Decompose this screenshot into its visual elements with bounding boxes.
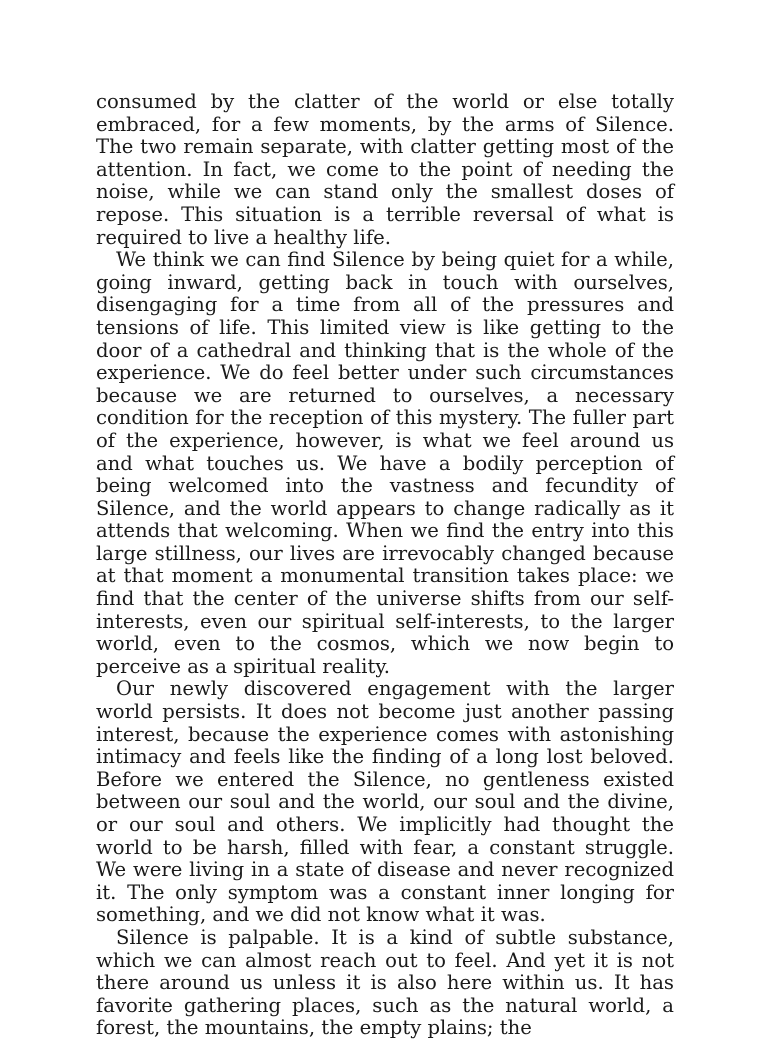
paragraph-2: We think we can find Silence by being quiet for a while, going inward, getting back in touch with ourselves, disengaging for a time from all of the pressures and tensions of life. This limited view is like getting to the door of a cathedral and thinking that is the whole of the experience. We do feel better under such circumstances because we are returned to ourselves, a necessary condition for the reception of this mystery. The fuller part of the experience, however, is what we feel around us and what touches us. We have a bodily perception of being welcomed into the vastness and fecundity of Silence, and the world appears to change radically as it attends that welcoming. When we find the entry into this large stillness, our lives are irrevocably changed because at that moment a monumental transition takes place: we find that the center of the universe shifts from our self-interests, even our spiritual self-interests, to the larger world, even to the cosmos, which we now begin to perceive as a spiritual reality. bbox=[96, 248, 674, 678]
paragraph-3: Our newly discovered engagement with the larger world persists. It does not become just another passing interest, because the experience comes with astonishing intimacy and feels like the finding of a long lost beloved. Before we entered the Silence, no gentleness existed between our soul and the world, our soul and the divine, or our soul and others. We implicitly had thought the world to be harsh, filled with fear, a constant struggle. We were living in a state of disease and never recognized it. The only symptom was a constant inner longing for something, and we did not know what it was. bbox=[96, 677, 674, 927]
paragraph-4: Silence is palpable. It is a kind of subtle substance, which we can almost reach out to feel. And yet it is not there around us unless it is also here within us. It has favorite gathering places, such as the natural world, a forest, the mountains, the empty plains; the bbox=[96, 925, 674, 1040]
paragraph-1: consumed by the clatter of the world or else totally embraced, for a few moments, by the arms of Silence. The two remain separate, with clatter getting most of the attention. In fact, we come to the point of needing the noise, while we can stand only the smallest doses of repose. This situation is a terrible reversal of what is required to live a healthy life. bbox=[96, 90, 674, 249]
page-body bbox=[96, 91, 674, 1040]
